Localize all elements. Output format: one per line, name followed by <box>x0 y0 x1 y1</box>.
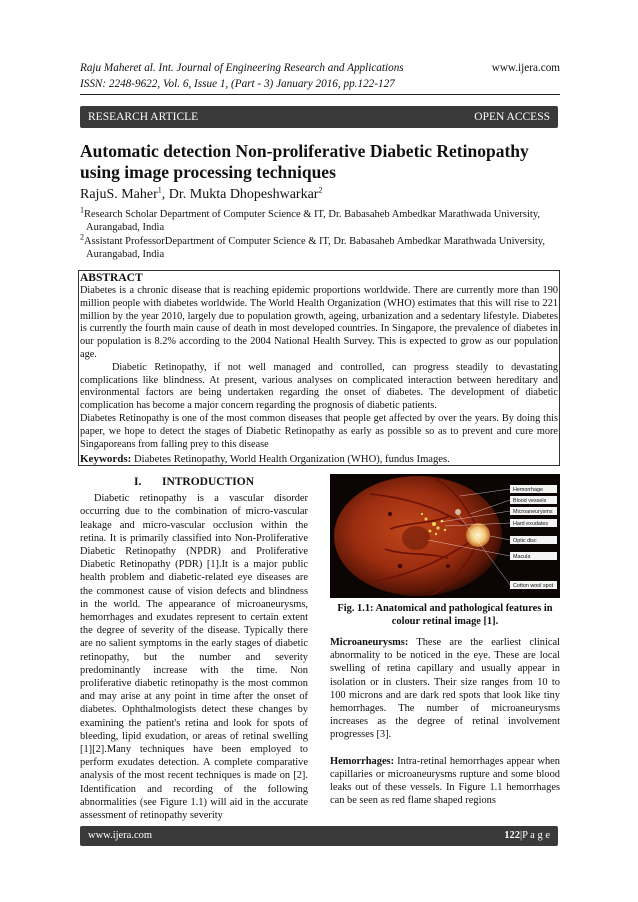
macula <box>402 526 430 550</box>
right-column <box>330 636 560 807</box>
header-rule <box>80 94 560 95</box>
abstract-p2: Diabetic Retinopathy, if not well managed and controlled, can progress steadily to devastating complications like blindness. At present, various analyses on complicated interaction between hereditary and environmental factors are being undertaken regarding the onset of diabetes. The development of diabetic complication has become a major concern regarding the prognosis of diabetic patients. <box>80 361 558 412</box>
page-footer <box>80 826 558 846</box>
label-hard-exudates: Hard exudates <box>513 521 549 527</box>
intro-section <box>80 476 308 822</box>
label-blood-vessels: Blood vessels <box>513 498 547 504</box>
affiliation-1-line2: Aurangabad, India <box>86 222 165 233</box>
hemorrhages-text: Intra-retinal hemorrhages appear when capillaries or microaneurysms rupture and some blood leaks out of these vessels. In Figure 1.1 hemorrhages can be seen as red flame shaped regions <box>330 755 560 807</box>
retina-figure <box>330 474 560 598</box>
running-header <box>80 60 560 92</box>
microaneurysms-label: Microaneurysms: <box>330 637 409 648</box>
abstract <box>80 272 558 467</box>
author-2-sup: 2 <box>318 185 323 195</box>
keywords <box>80 453 558 467</box>
access-badge: OPEN ACCESS <box>474 111 550 123</box>
author-2: , Dr. Mukta Dhopeshwarkar <box>161 187 319 202</box>
affiliation-1-sup: 1 <box>80 205 84 215</box>
label-microaneurysms: Microaneurysms <box>513 509 553 515</box>
microaneurysms-text: These are the earliest clinical abnormality to be noticed in the eye. These are local swelling of retina capillary and usually appear in isolation or in clusters. Their size ranges from 10 to 100 microns and are dark red spots that look like tiny hemorrhages. The number of microaneurysms increases as the degree of retinal involvement progresses [3]. <box>330 637 560 741</box>
figure-caption: Fig. 1.1: Anatomical and pathological features in colour retinal image [1]. <box>337 603 553 627</box>
author-line <box>80 187 322 203</box>
section-number: I. <box>133 476 142 488</box>
article-type: RESEARCH ARTICLE <box>88 111 199 123</box>
footer-url[interactable]: www.ijera.com <box>88 830 153 841</box>
hemorrhages-label: Hemorrhages: <box>330 755 395 767</box>
affiliation-2-line2: Aurangabad, India <box>86 249 165 260</box>
page-number <box>504 826 550 846</box>
author-1-sup: 1 <box>157 185 162 195</box>
affiliation-2-sup: 2 <box>80 232 84 242</box>
label-optic-disc: Optic disc <box>513 538 537 544</box>
article-banner <box>80 106 558 128</box>
affiliation-2 <box>80 232 560 261</box>
citation-line-1: Raju Maheret al. Int. Journal of Engineering Research and Applications <box>80 62 404 74</box>
abstract-p3: Diabetes Retinopathy is one of the most common diseases that people get affected by over the years. By doing this paper, we hope to detect the stages of Diabetic Retinopathy as early as possible so as to prevent and cure more Singaporeans from falling prey to this disease <box>80 412 558 450</box>
paper-title: Automatic detection Non-proliferative Diabetic Retinopathy using image processing techniques <box>80 141 529 182</box>
abstract-heading: ABSTRACT <box>80 272 143 284</box>
microaneurysms-paragraph <box>330 636 560 742</box>
hemorrhages-paragraph <box>330 755 560 808</box>
section-title: INTRODUCTION <box>161 476 254 488</box>
affiliation-1 <box>80 205 560 234</box>
abstract-p1: Diabetes is a chronic disease that is reaching epidemic proportions worldwide. There are currently more than 190 million people with diabetes worldwide. The World Health Organization (WHO) estimates that this will rise to 221 million by the year 2010, largely due to population growth, ageing, urbanization and a sedentary lifestyle. Diabetes is currently the fourth main cause of death in most developed countries. In Singapore, the prevalence of diabetes in our population is 8.2% according to the 2004 National Health Survey. This is expected to grow as our population age. <box>80 285 558 360</box>
citation-line-2: ISSN: 2248-9622, Vol. 6, Issue 1, (Part - 3) January 2016, pp.122-127 <box>80 78 395 90</box>
keywords-label: Keywords: <box>80 453 132 466</box>
label-hemorrhage: Hemorrhage <box>513 487 543 493</box>
keywords-text: Diabetes Retinopathy, World Health Organization (WHO), fundus Images. <box>131 454 450 466</box>
section-heading <box>80 476 308 489</box>
page-num: 122 <box>504 830 520 841</box>
intro-body: Diabetic retinopathy is a vascular disorder occurring due to the combination of micro-vascular leakage and micro-vascular occlusion within the retina. It is primarily classified into Non-Proliferative Diabetic Retinopathy (NPDR) and Proliferative Diabetic Retinopathy (PDR) [1].It is a major public health problem and diabetic-related eye diseases are the commonest cause of vision defects and blindness in the world. The appearance of microaneurysms, hemorrhages and exudates represent to certain extent the degree of severity of the disease. Typically there are no salient symptoms in the early stages of diabetic retinopathy, but the number and severity predominantly increase with the time. Non proliferative diabetic retinopathy is the most common and may arise at any point in time after the onset of diabetes. Ophthalmologists detect these changes by examining the patient's retina and look for spots of bleeding, lipid exudation, or areas of retinal swelling [1][2].Many techniques have been employed to perform exudates detection. A complete comparative analysis of the most recent techniques is made on [2]. Identification and recording of the following abnormalities (see Figure 1.1) will aid in the accurate assessment of retinopathy severity <box>80 493 308 822</box>
label-macula: Macula <box>513 554 531 560</box>
affiliation-1-line1: Research Scholar Department of Computer Science & IT, Dr. Babasaheb Ambedkar Marathwada University, <box>84 209 541 220</box>
page-label: |P a g e <box>520 830 550 841</box>
author-1: RajuS. Maher <box>80 187 158 202</box>
journal-url[interactable]: www.ijera.com <box>491 62 560 74</box>
optic-disc <box>466 523 490 547</box>
label-cotton-wool-spot: Cotton wool spot <box>513 583 554 589</box>
affiliation-2-line1: Assistant ProfessorDepartment of Computer Science & IT, Dr. Babasaheb Ambedkar Marathwada University, <box>84 236 546 247</box>
